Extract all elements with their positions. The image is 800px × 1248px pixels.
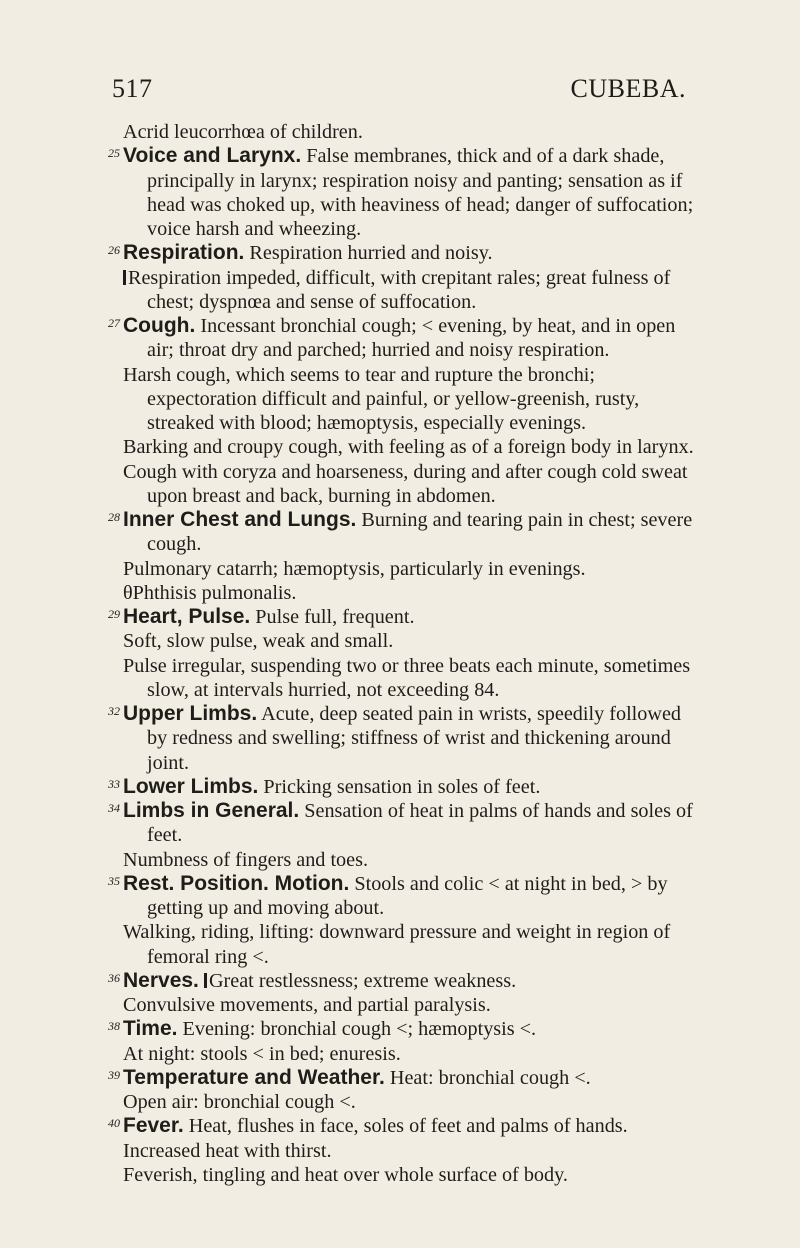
section-35 — [108, 872, 698, 921]
section-26 — [108, 241, 698, 265]
section-number: 39 — [108, 1067, 120, 1082]
symptom-line — [108, 1139, 698, 1163]
symptom-text: Open air: bronchial cough <. — [123, 1091, 356, 1113]
section-text: Pricking sensation in soles of feet. — [263, 775, 541, 798]
section-heading: Temperature and Weather. — [123, 1065, 385, 1089]
page-body — [108, 120, 698, 1187]
section-number: 35 — [108, 873, 120, 888]
section-text: Heat: bronchial cough <. — [389, 1066, 591, 1089]
section-heading: Lower Limbs. — [123, 774, 259, 798]
section-heading: Respiration. — [123, 241, 245, 265]
symptom-line — [108, 266, 698, 315]
section-number: 38 — [108, 1019, 120, 1034]
section-text: Respiration hurried and noisy. — [249, 242, 493, 265]
section-number: 36 — [108, 970, 120, 985]
section-number: 25 — [108, 146, 120, 161]
running-title: CUBEBA. — [570, 74, 686, 103]
symptom-line — [108, 848, 698, 872]
section-32 — [108, 702, 698, 775]
section-36 — [108, 969, 698, 993]
section-28 — [108, 508, 698, 557]
symptom-line — [108, 1163, 698, 1187]
section-25 — [108, 144, 698, 241]
symptom-line — [108, 363, 698, 436]
section-text: Heat, flushes in face, soles of feet and palms of hands. — [188, 1115, 628, 1138]
section-heading: Heart, Pulse. — [123, 605, 251, 628]
symptom-line — [108, 920, 698, 969]
section-38 — [108, 1017, 698, 1041]
symptom-line — [108, 993, 698, 1017]
symptom-text: Increased heat with thirst. — [123, 1139, 332, 1162]
symptom-text: Convulsive movements, and partial paralysis. — [123, 994, 491, 1016]
section-number: 29 — [108, 607, 120, 621]
symptom-line — [108, 557, 698, 581]
section-heading: Limbs in General. — [123, 799, 300, 822]
section-heading: Time. — [123, 1017, 178, 1041]
section-33 — [108, 775, 698, 799]
symptom-text: Walking, riding, lifting: downward pressure and weight in region of femoral ring <. — [123, 921, 671, 968]
section-number: 34 — [108, 801, 120, 815]
section-40 — [108, 1114, 698, 1138]
section-text: Great restlessness; extreme weakness. — [208, 969, 517, 992]
section-text: False membranes, thick and of a dark shade, principally in larynx; respiration noisy and panting; sensation as if head was choked up, with heaviness of head; danger of suffocation; voice harsh and wheezing. — [147, 145, 694, 240]
symptom-text: Barking and croupy cough, with feeling as of a foreign body in larynx. — [123, 436, 694, 459]
section-heading: Upper Limbs. — [123, 702, 258, 725]
section-heading: Cough. — [123, 314, 196, 337]
section-27 — [108, 314, 698, 363]
symptom-text: At night: stools < in bed; enuresis. — [123, 1042, 401, 1065]
symptom-text: Soft, slow pulse, weak and small. — [123, 630, 394, 653]
section-text: Pulse full, frequent. — [255, 606, 415, 628]
section-39 — [108, 1066, 698, 1090]
symptom-line — [108, 1090, 698, 1114]
section-text: Burning and tearing pain in chest; severe cough. — [147, 509, 693, 556]
symptom-text: Harsh cough, which seems to tear and rupture the bronchi; expectoration difficult and painful, or yellow-greenish, rusty, streaked with blood; hæmoptysis, especially evenings. — [123, 363, 640, 434]
section-number: 40 — [108, 1116, 120, 1131]
section-number: 32 — [108, 704, 120, 718]
section-number: 26 — [108, 243, 120, 258]
symptom-line — [108, 581, 698, 605]
symptom-text: Feverish, tingling and heat over whole surface of body. — [123, 1163, 568, 1186]
symptom-line — [108, 654, 698, 703]
symptom-text: Pulmonary catarrh; hæmoptysis, particularly in evenings. — [123, 557, 586, 580]
section-text: Evening: bronchial cough <; hæmoptysis <. — [182, 1018, 537, 1041]
section-heading: Fever. — [123, 1114, 184, 1138]
emphasis-bar — [123, 270, 126, 285]
section-text: Stools and colic < at night in bed, > by getting up and moving about. — [147, 872, 668, 919]
section-number: 33 — [108, 776, 120, 791]
section-heading: Nerves. — [123, 968, 199, 992]
section-text: Sensation of heat in palms of hands and soles of feet. — [147, 800, 693, 847]
symptom-line — [108, 629, 698, 653]
symptom-line — [108, 1042, 698, 1066]
section-heading: Rest. Position. Motion. — [123, 871, 350, 895]
intro-line: Acrid leucorrhœa of children. — [123, 121, 363, 143]
symptom-text: Respiration impeded, difficult, with crepitant rales; great fulness of chest; dyspnœa and sense of suffocation. — [128, 266, 671, 313]
symptom-line — [108, 435, 698, 459]
symptom-text: Cough with coryza and hoarseness, during and after cough cold sweat upon breast and back, burning in abdomen. — [123, 460, 688, 507]
section-heading: Voice and Larynx. — [123, 144, 302, 168]
emphasis-bar — [204, 973, 207, 988]
symptom-text: Numbness of fingers and toes. — [123, 848, 369, 871]
page-number: 517 — [112, 74, 153, 103]
section-29 — [108, 605, 698, 629]
section-number: 28 — [108, 510, 120, 524]
symptom-text: θPhthisis pulmonalis. — [123, 581, 297, 604]
section-text: Incessant bronchial cough; < evening, by heat, and in open air; throat dry and parched; hurried and noisy respiration. — [147, 315, 676, 362]
symptom-line — [108, 460, 698, 509]
symptom-text: Pulse irregular, suspending two or three beats each minute, sometimes slow, at intervals hurried, not exceeding 84. — [123, 654, 691, 701]
section-34 — [108, 799, 698, 848]
section-number: 27 — [108, 316, 120, 330]
section-text: Acute, deep seated pain in wrists, speedily followed by redness and swelling; stiffness of wrist and thickening around joint. — [147, 703, 682, 774]
section-heading: Inner Chest and Lungs. — [123, 508, 357, 531]
